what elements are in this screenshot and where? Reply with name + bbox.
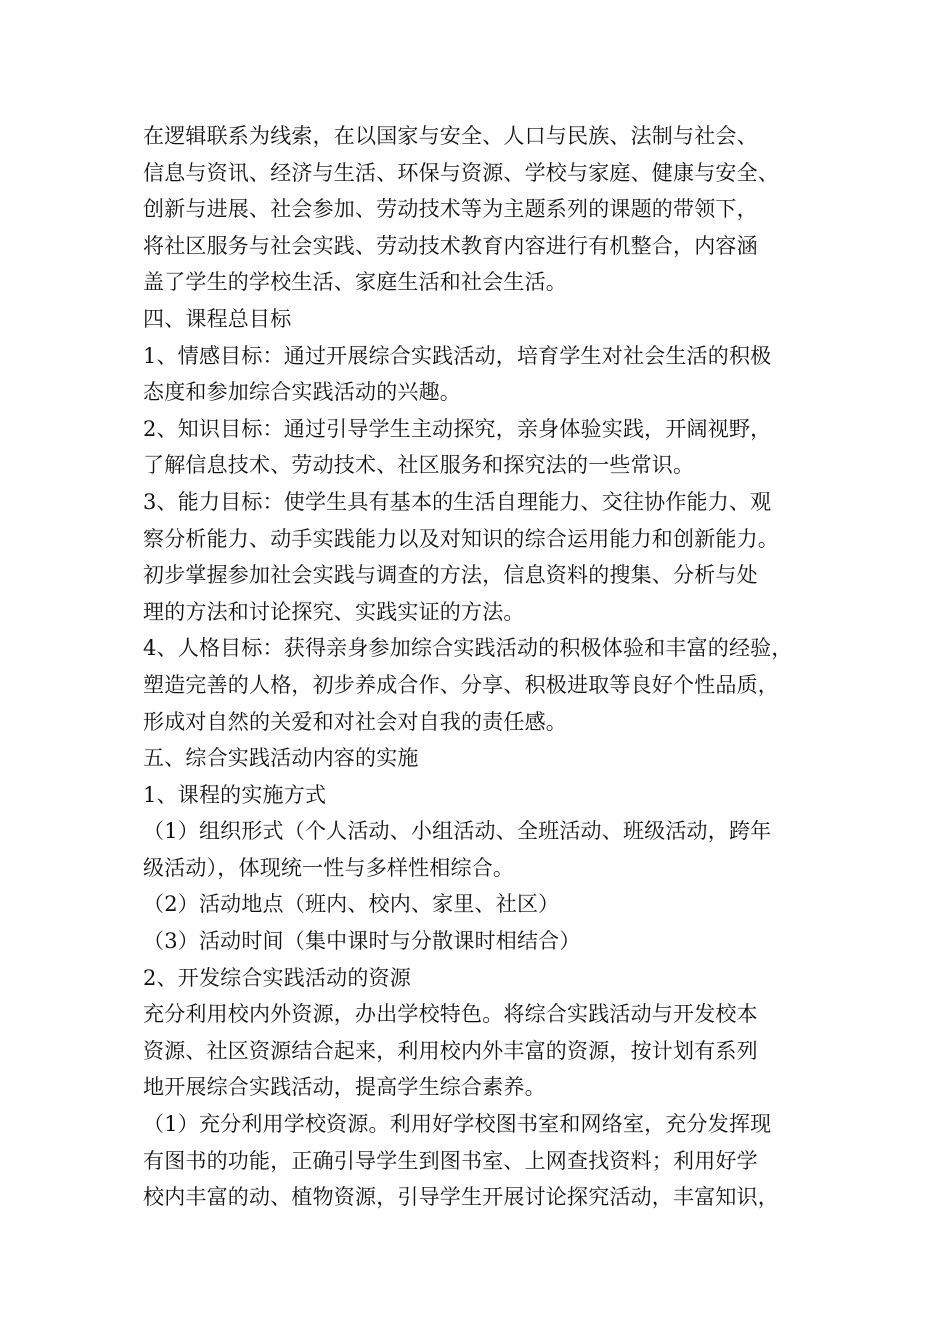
text-line: 初步掌握参加社会实践与调查的方法，信息资料的搜集、分析与处 (143, 563, 758, 588)
text-line: （1）充分利用学校资源。利用好学校图书室和网络室，充分发挥现 (143, 1112, 772, 1137)
text-line: （2）活动地点（班内、校内、家里、社区） (143, 892, 560, 917)
text-line: 4、人格目标：获得亲身参加综合实践活动的积极体验和丰富的经验， (143, 636, 793, 661)
text-line: 地开展综合实践活动，提高学生综合素养。 (143, 1075, 546, 1100)
text-line: 理的方法和讨论探究、实践实证的方法。 (143, 599, 525, 624)
subsection-heading: 2、开发综合实践活动的资源 (143, 965, 411, 990)
text-line: 了解信息技术、劳动技术、社区服务和探究法的一些常识。 (143, 453, 695, 478)
text-line: （1）组织形式（个人活动、小组活动、全班活动、班级活动，跨年 (143, 819, 772, 844)
document-body (143, 118, 833, 1216)
text-line: 3、能力目标：使学生具有基本的生活自理能力、交往协作能力、观 (143, 489, 772, 514)
text-line: 信息与资讯、经济与生活、环保与资源、学校与家庭、健康与安全、 (143, 160, 779, 185)
section-heading: 五、综合实践活动内容的实施 (143, 746, 419, 771)
text-line: 塑造完善的人格，初步养成合作、分享、积极进取等良好个性品质， (143, 672, 779, 697)
text-line: 有图书的功能，正确引导学生到图书室、上网查找资料；利用好学 (143, 1148, 758, 1173)
text-line: 察分析能力、动手实践能力以及对知识的综合运用能力和创新能力。 (143, 526, 779, 551)
text-line: 级活动），体现统一性与多样性相综合。 (143, 855, 515, 880)
text-line: 资源、社区资源结合起来，利用校内外丰富的资源，按计划有系列 (143, 1038, 758, 1063)
text-line: 态度和参加综合实践活动的兴趣。 (143, 380, 461, 405)
text-line: 1、情感目标：通过开展综合实践活动，培育学生对社会生活的积极 (143, 343, 772, 368)
text-line: 2、知识目标：通过引导学生主动探究，亲身体验实践，开阔视野， (143, 416, 772, 441)
text-line: 盖了学生的学校生活、家庭生活和社会生活。 (143, 270, 567, 295)
text-line: 创新与进展、社会参加、劳动技术等为主题系列的课题的带领下， (143, 197, 758, 222)
text-line: 校内丰富的动、植物资源，引导学生开展讨论探究活动，丰富知识， (143, 1185, 779, 1210)
text-line: 在逻辑联系为线索，在以国家与安全、人口与民族、法制与社会、 (143, 124, 758, 148)
text-line: 将社区服务与社会实践、劳动技术教育内容进行有机整合，内容涵 (143, 233, 758, 258)
section-heading: 四、课程总目标 (143, 306, 292, 331)
text-line: 充分利用校内外资源，办出学校特色。将综合实践活动与开发校本 (143, 1002, 758, 1027)
subsection-heading: 1、课程的实施方式 (143, 782, 327, 807)
text-line: 形成对自然的关爱和对社会对自我的责任感。 (143, 709, 567, 734)
text-line: （3）活动时间（集中课时与分散课时相结合） (143, 929, 581, 954)
